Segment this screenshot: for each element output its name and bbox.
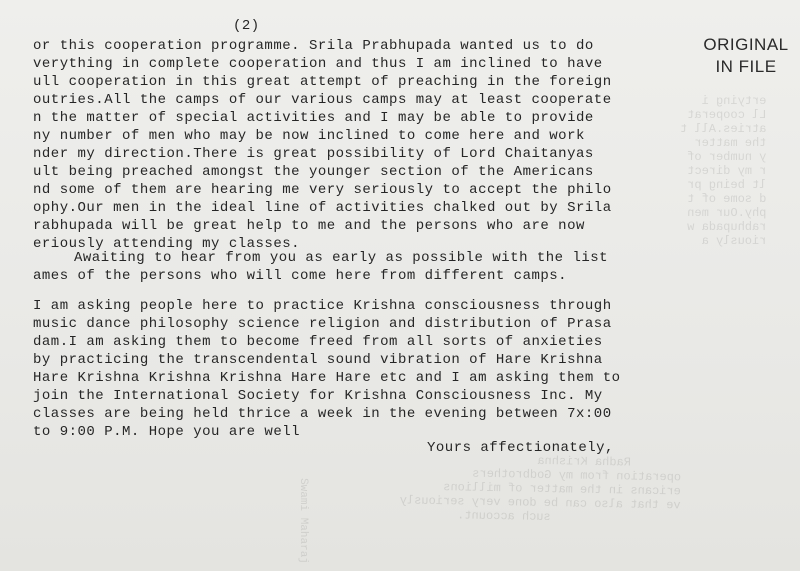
text-line: ophy.Our men in the ideal line of activities chalked out by Srila (33, 200, 612, 216)
text-line: n the matter of special activities and I may be able to provide (33, 110, 594, 126)
stamp-line: ORIGINAL (703, 35, 789, 54)
text-line: Hare Krishna Krishna Krishna Hare Hare etc and I am asking them to (33, 370, 621, 386)
bleed-through-text: Swami Maharaj (296, 478, 309, 564)
text-line: verything in complete cooperation and thus I am inclined to have (33, 56, 603, 72)
text-line: ames of the persons who will come here from different camps. (33, 268, 568, 284)
text-line: by practicing the transcendental sound vibration of Hare Krishna (33, 352, 603, 368)
text-line: I am asking people here to practice Krishna consciousness through (33, 298, 612, 314)
closing-salutation: Yours affectionately, (427, 440, 614, 456)
text-line: music dance philosophy science religion and distribution of Prasa (33, 316, 612, 332)
bleed-through-text: Radha Krishna operation from my Godbrothers ericans in the matter of millions ve that also can be done very seriously such account. (399, 442, 697, 541)
text-line: ny number of men who may be now inclined to come here and work (33, 128, 585, 144)
bleed-through-text: ertying i Ll cooperat atries.All t the matter y number of r my direct lt being pr d some of t phy.Our men rabhupada w riously a (680, 94, 767, 248)
page-number: (2) (233, 18, 260, 34)
text-line: classes are being held thrice a week in the evening between 7x:00 (33, 406, 612, 422)
text-line: nd some of them are hearing me very seriously to accept the philo (33, 182, 612, 198)
text-line: eriously attending my classes. (33, 236, 301, 252)
text-line: ult being preached amongst the younger section of the Americans (33, 164, 594, 180)
text-line: join the International Society for Krishna Consciousness Inc. My (33, 388, 603, 404)
text-line: dam.I am asking them to become freed from all sorts of anxieties (33, 334, 603, 350)
text-line: Awaiting to hear from you as early as possible with the list (74, 250, 609, 266)
text-line: nder my direction.There is great possibility of Lord Chaitanyas (33, 146, 594, 162)
text-line: outries.All the camps of our various camps may at least cooperate (33, 92, 612, 108)
stamp-line: IN FILE (715, 57, 777, 76)
text-line: ull cooperation in this great attempt of preaching in the foreign (33, 74, 612, 90)
text-line: rabhupada will be great help to me and the persons who are now (33, 218, 585, 234)
original-in-file-stamp (700, 34, 792, 78)
text-line: or this cooperation programme. Srila Prabhupada wanted us to do (33, 38, 594, 54)
text-line: to 9:00 P.M. Hope you are well (33, 424, 301, 440)
